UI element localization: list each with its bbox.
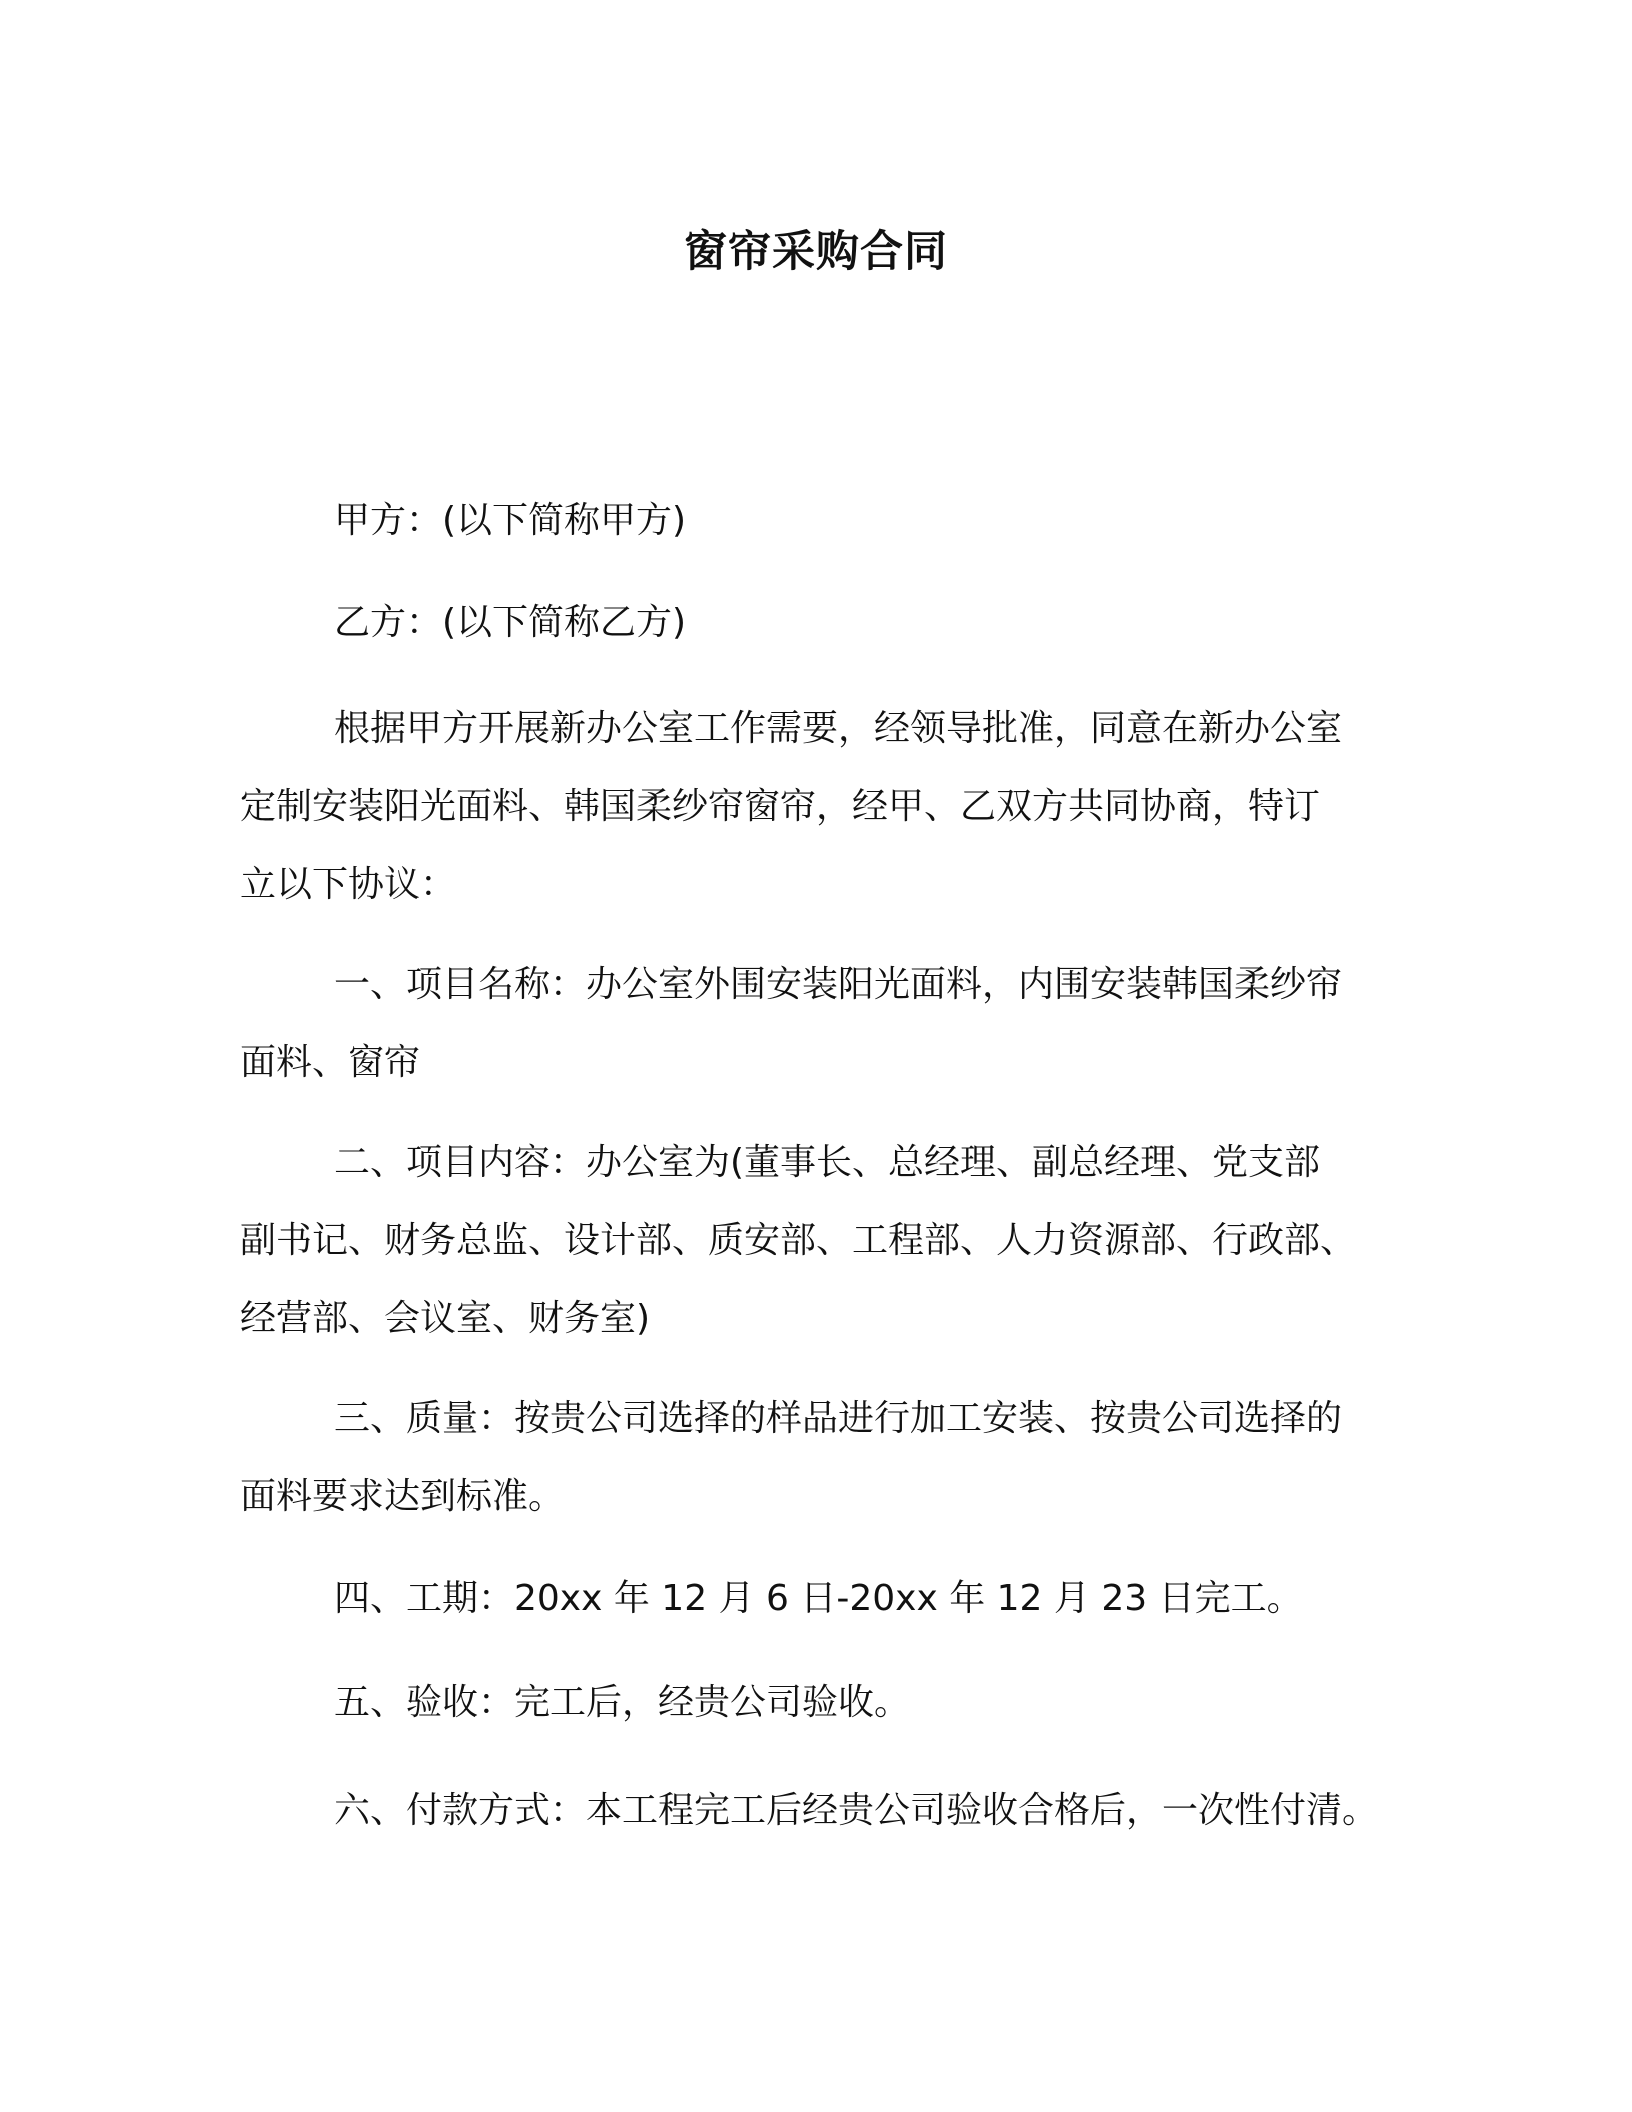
intro-line: 立以下协议： (240, 864, 457, 905)
party-b-line: 乙方：(以下简称乙方) (334, 602, 687, 643)
intro-line: 根据甲方开展新办公室工作需要，经领导批准，同意在新办公室 (334, 708, 1343, 749)
clause-line: 一、项目名称：办公室外围安装阳光面料，内围安装韩国柔纱帘 (334, 964, 1343, 1005)
clause-line: 三、质量：按贵公司选择的样品进行加工安装、按贵公司选择的 (334, 1398, 1343, 1439)
clause-line: 五、验收：完工后，经贵公司验收。 (334, 1682, 911, 1723)
clause-line: 经营部、会议室、财务室) (240, 1298, 651, 1339)
clause-project-name (240, 946, 1416, 1102)
document-title: 窗帘采购合同 (684, 227, 948, 277)
clause-line: 副书记、财务总监、设计部、质安部、工程部、人力资源部、行政部、 (240, 1220, 1357, 1261)
clause-project-content (240, 1124, 1416, 1358)
clause-quality (240, 1380, 1416, 1536)
clause-line: 六、付款方式：本工程完工后经贵公司验收合格后，一次性付清。 (334, 1790, 1379, 1831)
party-a-line: 甲方：(以下简称甲方) (334, 500, 687, 541)
clause-schedule (240, 1560, 1416, 1638)
clause-line: 二、项目内容：办公室为(董事长、总经理、副总经理、党支部 (334, 1142, 1321, 1183)
intro-line: 定制安装阳光面料、韩国柔纱帘窗帘，经甲、乙双方共同协商，特订 (240, 786, 1321, 827)
clause-acceptance (240, 1664, 1416, 1742)
intro-paragraph (240, 690, 1416, 924)
clause-line: 面料要求达到标准。 (240, 1476, 565, 1517)
clause-line: 四、工期：20xx 年 12 月 6 日-20xx 年 12 月 23 日完工。 (334, 1578, 1303, 1619)
clause-line: 面料、窗帘 (240, 1042, 421, 1083)
clause-payment (240, 1772, 1416, 1850)
